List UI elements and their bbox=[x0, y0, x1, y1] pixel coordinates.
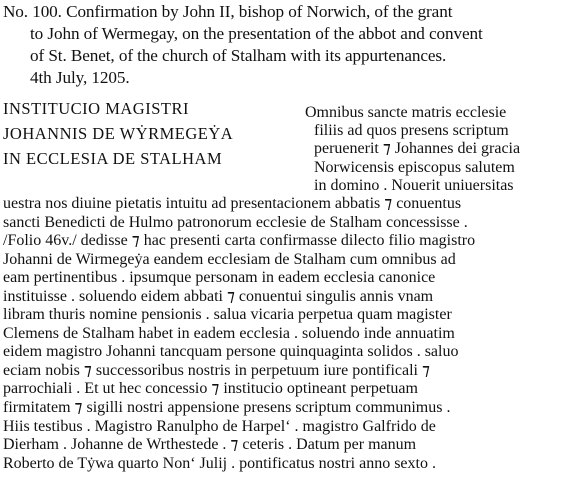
charter-opening bbox=[305, 104, 520, 195]
rubric-line: INSTITUCIO MAGISTRI bbox=[3, 99, 189, 118]
charter-line: Hiis testibus . Magistro Ranulpho de Harpel‘ . magistro Galfrido de bbox=[3, 417, 436, 435]
rubric-title bbox=[3, 96, 233, 171]
charter-text bbox=[3, 195, 573, 473]
heading-date: 4th July, 1205. bbox=[30, 68, 130, 87]
charter-line: instituisse . soluendo eidem abbati ⁊ conuentui singulis annis vnam bbox=[3, 287, 434, 305]
charter-heading bbox=[3, 1, 573, 89]
charter-line: Johanni de Wirmegeẏa eandem ecclesiam de Stalham cum omnibus ad bbox=[3, 250, 456, 268]
charter-line: uestra nos diuine pietatis intuitu ad presentacionem abbatis ⁊ conuentus bbox=[3, 195, 462, 212]
charter-line: Omnibus sancte matris ecclesie bbox=[305, 104, 507, 121]
rubric-line: IN ECCLESIA DE STALHAM bbox=[3, 149, 223, 168]
heading-line: of St. Benet, of the church of Stalham with its appurtenances. bbox=[30, 46, 447, 65]
heading-line: No. 100. Confirmation by John II, bishop of Norwich, of the grant bbox=[3, 2, 453, 21]
charter-line: libram thuris nomine pensionis . salua vicaria perpetua quam magister bbox=[3, 306, 452, 324]
charter-line: filiis ad quos presens scriptum bbox=[314, 122, 509, 140]
charter-line: Norwicensis episcopus salutem bbox=[314, 158, 515, 176]
charter-line: eciam nobis ⁊ successoribus nostris in perpetuum iure pontificali ⁊ bbox=[3, 361, 430, 379]
heading-line: to John of Wermegay, on the presentation of the abbot and convent bbox=[30, 24, 483, 43]
charter-line: Roberto de Tẏwa quarto Non‘ Julij . pontificatus nostri anno sexto . bbox=[3, 454, 436, 472]
charter-line: sancti Benedicti de Hulmo patronorum ecclesie de Stalham concessisse . bbox=[3, 213, 468, 231]
charter-line: eidem magistro Johanni tancquam persone quinquaginta solidos . saluo bbox=[3, 343, 459, 361]
charter-line: peruenerit ⁊ Johannes dei gracia bbox=[314, 140, 521, 158]
charter-line: in domino . Nouerit uniuersitas bbox=[314, 176, 514, 194]
charter-line: /Folio 46v./ dedisse ⁊ hac presenti carta confirmasse dilecto filio magistro bbox=[3, 232, 476, 250]
rubric-line: JOHANNIS DE WẎRMEGEẎA bbox=[3, 124, 234, 143]
charter-line: firmitatem ⁊ sigilli nostri appensione presens scriptum communimus . bbox=[3, 399, 451, 417]
charter-line: Clemens de Stalham habet in eadem ecclesia . soluendo inde annuatim bbox=[3, 324, 455, 342]
charter-line: eam pertinentibus . ipsumque personam in eadem ecclesia canonice bbox=[3, 269, 436, 287]
charter-line: parrochiali . Et ut hec concessio ⁊ institucio optineant perpetuam bbox=[3, 380, 418, 398]
charter-line: Dierham . Johanne de Wrthestede . ⁊ ceteris . Datum per manum bbox=[3, 436, 417, 454]
